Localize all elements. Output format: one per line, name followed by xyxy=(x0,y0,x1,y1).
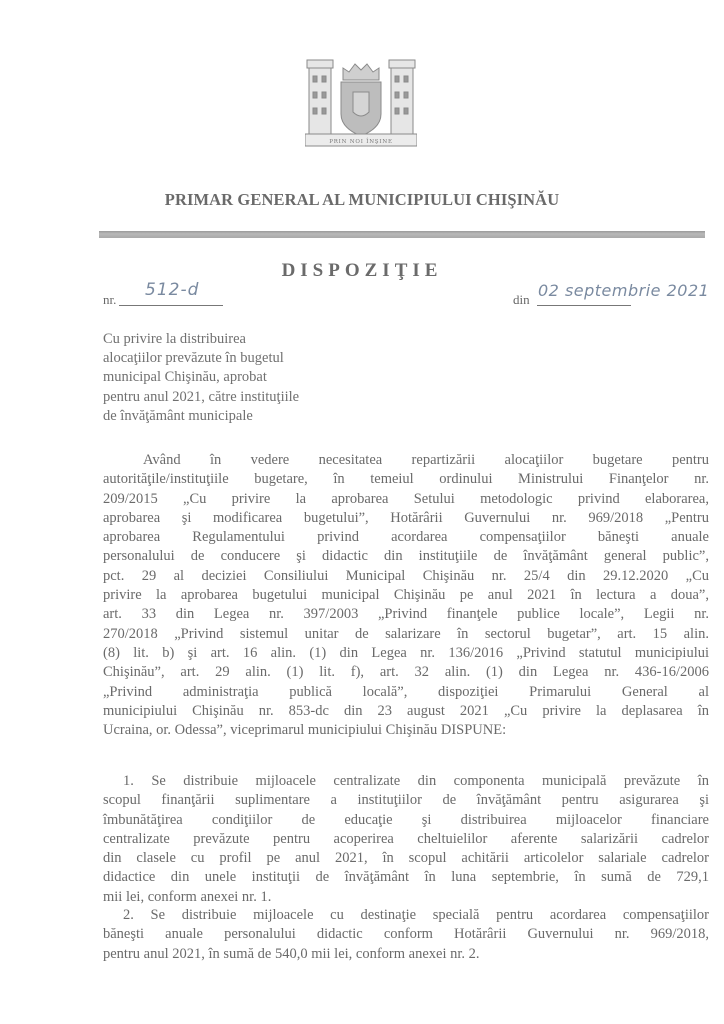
emblem-motto: PRIN NOI ÎNŞINE xyxy=(329,139,393,145)
text-line: (8) lit. b) şi art. 16 alin. (1) din Legea nr. 136/2016 „Privind statutul municipiului xyxy=(103,644,709,661)
document-number: 512-d xyxy=(145,280,200,300)
text-line: art. 33 din Legea nr. 397/2003 „Privind finanţele publice locale”, Legii nr. xyxy=(103,606,709,623)
subject-line: de învăţământ municipale xyxy=(103,407,253,424)
subject-line: Cu privire la distribuirea xyxy=(103,331,246,347)
subject-block xyxy=(103,330,383,426)
subject-line: municipal Chişinău, aprobat xyxy=(103,369,267,386)
text-line: personalului de conducere şi didactic din instituţiile de învăţământ general public”, xyxy=(103,548,709,565)
text-line: îmbunătăţirea condiţiilor de educaţie şi distribuirea mijloacelor financiare xyxy=(103,811,709,828)
article-2 xyxy=(103,906,709,964)
text-line: din clasele cu profil pe anul 2021, în scopul achitării articolelor salariale cadrelor xyxy=(103,850,709,867)
text-line: 2. Se distribuie mijloacele cu destinaţie specială pentru acordarea compensaţiilor xyxy=(123,907,709,923)
number-underline xyxy=(119,305,223,306)
text-line: centralizate prevăzute pentru acoperirea cheltuielilor aferente salarizării cadrelor xyxy=(103,830,709,847)
text-line: 270/2018 „Privind sistemul unitar de salarizare în sectorul bugetar”, art. 15 alin. xyxy=(103,625,709,642)
text-line: mii lei, conform anexei nr. 1. xyxy=(103,888,272,905)
date-underline xyxy=(537,305,631,306)
municipal-coat-of-arms-icon xyxy=(305,58,417,150)
article-1 xyxy=(103,772,709,907)
subject-line: alocaţiilor prevăzute în bugetul xyxy=(103,350,284,367)
text-line: scopul finanţării suplimentare a instituţiilor de învăţământ pentru asigurarea şi xyxy=(103,792,709,809)
preamble-paragraph xyxy=(103,451,709,740)
document-title: DISPOZIŢIE xyxy=(281,260,443,281)
text-line: municipiului Chişinău nr. 853-dc din 23 august 2021 „Cu privire la deplasarea în xyxy=(103,702,709,719)
number-label: nr. xyxy=(103,292,117,307)
text-line: aprobarea Regulamentului privind acordarea compensaţiilor băneşti anuale xyxy=(103,529,709,546)
document-date: 02 septembrie 2021 xyxy=(538,281,710,300)
text-line: Ucraina, or. Odessa”, viceprimarul municipiului Chişinău DISPUNE: xyxy=(103,722,507,739)
text-line: privire la aprobarea bugetului municipal Chişinău pe anul 2021 în lectura a doua”, xyxy=(103,587,709,604)
date-label: din xyxy=(513,292,530,307)
text-line: didactice din unele instituţii de învăţământ în luna septembrie, în sumă de 729,1 xyxy=(103,869,709,886)
text-line: pct. 29 al deciziei Consiliului Municipal Chişinău nr. 25/4 din 29.12.2020 „Cu xyxy=(103,567,709,584)
text-line: aprobarea şi modificarea bugetului”, Hotărârii Guvernului nr. 969/2018 „Pentru xyxy=(103,509,709,526)
text-line: Chişinău”, art. 29 alin. (1) lit. f), art. 32 alin. (1) din Legea nr. 436-16/2006 xyxy=(103,664,709,681)
text-line: băneşti anuale personalului didactic conform Hotărârii Guvernului nr. 969/2018, xyxy=(103,926,709,943)
text-line: Având în vedere necesitatea repartizării alocaţiilor bugetare pentru xyxy=(143,452,709,468)
text-line: autorităţile/instituţiile bugetare, în temeiul ordinului Ministrului Finanţelor nr. xyxy=(103,471,709,488)
header-divider xyxy=(99,231,705,238)
text-line: „Privind administraţia publică locală”, dispoziţiei Primarului General al xyxy=(103,683,709,700)
subject-line: pentru anul 2021, către instituţiile xyxy=(103,388,300,405)
text-line: pentru anul 2021, în sumă de 540,0 mii lei, conform anexei nr. 2. xyxy=(103,945,480,962)
text-line: 1. Se distribuie mijloacele centralizate din componenta municipală prevăzute în xyxy=(123,773,709,789)
text-line: 209/2015 „Cu privire la aprobarea Setului metodologic privind elaborarea, xyxy=(103,490,709,507)
organization-title: PRIMAR GENERAL AL MUNICIPIULUI CHIŞINĂU xyxy=(164,190,560,209)
